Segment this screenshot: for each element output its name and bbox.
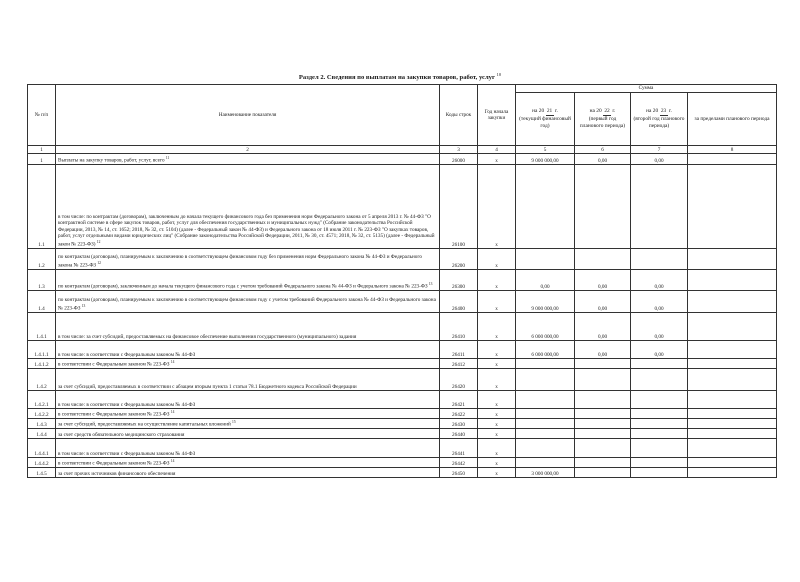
colnum-6: 6	[575, 146, 631, 154]
row-value-7	[631, 359, 688, 369]
row-value-5	[516, 419, 575, 429]
row-value-8	[688, 165, 777, 249]
row-num: 1.4	[28, 291, 56, 313]
table-row	[28, 341, 777, 359]
table-row	[28, 249, 777, 270]
row-value-6: 0,00	[575, 341, 631, 359]
row-code: 26450	[440, 468, 478, 478]
row-num: 1.4.1	[28, 313, 56, 341]
row-value-5: 6 000 000,00	[516, 313, 575, 341]
header-sum-label: Сумма	[638, 85, 654, 92]
row-code: 26410	[440, 313, 478, 341]
row-value-8	[688, 154, 777, 165]
row-year: х	[478, 409, 516, 419]
row-code: 26300	[440, 270, 478, 291]
row-code: 26442	[440, 458, 478, 468]
row-footnote: 13	[428, 281, 433, 286]
table-row	[28, 429, 777, 439]
row-value-8	[688, 419, 777, 429]
header-num	[28, 85, 56, 146]
row-num: 1.4.4	[28, 429, 56, 439]
header-sum	[516, 85, 777, 93]
row-value-5	[516, 165, 575, 249]
row-name-text: за счет прочих источников финансового обеспечения	[58, 470, 176, 477]
col5-desc: (текущий финансовый год)	[519, 116, 571, 129]
row-value-6: 0,00	[575, 270, 631, 291]
row-value-7: 0,00	[631, 270, 688, 291]
header-col7	[631, 93, 688, 146]
col5-year: 21	[546, 108, 553, 115]
col6-year: 22	[604, 108, 610, 115]
row-value-5	[516, 369, 575, 391]
row-value-5	[516, 429, 575, 439]
row-year: х	[478, 270, 516, 291]
row-num: 1.4.2.2	[28, 409, 56, 419]
row-name-text: за счет субсидий, предоставляемых на осуществление капитальных вложений	[58, 421, 231, 428]
row-name	[56, 409, 440, 419]
col7-prefix: на 20	[646, 108, 659, 115]
row-name	[56, 359, 440, 369]
colnum-8: 8	[688, 146, 777, 154]
section-title	[0, 72, 800, 81]
row-name	[56, 291, 440, 313]
row-name	[56, 341, 440, 359]
row-code: 26412	[440, 359, 478, 369]
row-value-7: 0,00	[631, 291, 688, 313]
row-num: 1.4.4.2	[28, 458, 56, 468]
section-title-text: Раздел 2. Сведения по выплатам на закупки товаров, работ, услуг	[298, 74, 495, 82]
row-value-6	[575, 429, 631, 439]
row-footnote: 14	[170, 359, 175, 364]
row-value-7	[631, 249, 688, 270]
row-year: х	[478, 468, 516, 478]
header-year-label: Год начала закупки	[484, 108, 509, 121]
row-name	[56, 165, 440, 249]
row-value-8	[688, 249, 777, 270]
row-value-8	[688, 313, 777, 341]
header-col6	[575, 93, 631, 146]
row-num: 1.2	[28, 249, 56, 270]
row-value-7: 0,00	[631, 341, 688, 359]
row-value-8	[688, 468, 777, 478]
row-value-8	[688, 429, 777, 439]
row-name-text: по контрактам (договорам), заключенным до начала текущего финансового года с учетом требований Федерального закона № 44-ФЗ и Федерального закона № 223-ФЗ	[58, 283, 428, 290]
row-value-7: 0,00	[631, 154, 688, 165]
row-value-5: 9 000 000,00	[516, 154, 575, 165]
row-value-7	[631, 458, 688, 468]
row-name-text: в том числе: по контрактам (договорам), заключенным до начала текущего финансового года без применения норм Федерального закона от 5 апреля 2013 г. № 44-ФЗ "О контрактной системе в сфере закупок товаров, работ, услуг для обеспечения государственных и муниципальных нужд" (Собрание законодательства Российской Федерации, 2013, № 14, ст. 1652; 2018, № 32, ст. 5104) (далее - Федеральный закон № 44-ФЗ) и Федерального закона от 18 июля 2011 г. № 223-ФЗ "О закупках товаров, работ, услуг отдельными видами юридических лиц" (Собрание законодательства Российской Федерации, 2011, № 30, ст. 4571; 2018, № 32, ст. 5135) (далее - Федеральный закон № 223-ФЗ)	[58, 213, 435, 248]
row-year: х	[478, 341, 516, 359]
table-row	[28, 154, 777, 165]
row-value-5: 6 000 000,00	[516, 341, 575, 359]
row-year: х	[478, 439, 516, 458]
row-value-7	[631, 419, 688, 429]
row-footnote: 11	[165, 155, 170, 160]
row-footnote: 14	[170, 409, 175, 414]
table-row	[28, 359, 777, 369]
row-year: х	[478, 359, 516, 369]
section-title-footnote: 10	[496, 72, 502, 77]
row-num: 1.4.2	[28, 369, 56, 391]
row-value-8	[688, 341, 777, 359]
row-code: 26430	[440, 419, 478, 429]
table-row	[28, 313, 777, 341]
row-value-8	[688, 369, 777, 391]
row-code: 26200	[440, 249, 478, 270]
row-value-6	[575, 419, 631, 429]
header-num-label: № п/п	[34, 111, 49, 118]
row-value-6	[575, 369, 631, 391]
row-num: 1.4.1.2	[28, 359, 56, 369]
row-value-7	[631, 468, 688, 478]
row-year: х	[478, 369, 516, 391]
row-year: х	[478, 165, 516, 249]
header-col8	[688, 93, 777, 146]
row-footnote: 14	[170, 458, 175, 463]
row-name	[56, 369, 440, 391]
row-value-6	[575, 409, 631, 419]
row-value-5	[516, 458, 575, 468]
row-name-text: Выплаты на закупку товаров, работ, услуг, всего	[58, 157, 165, 164]
row-year: х	[478, 391, 516, 409]
table-row	[28, 291, 777, 313]
row-code: 26400	[440, 291, 478, 313]
row-footnote: 13	[81, 303, 86, 308]
row-name-text: в том числе: в соответствии с Федеральным законом № 44-ФЗ	[58, 450, 196, 457]
row-name	[56, 458, 440, 468]
row-value-8	[688, 391, 777, 409]
row-num: 1.4.5	[28, 468, 56, 478]
row-value-6	[575, 165, 631, 249]
row-code: 26421	[440, 391, 478, 409]
row-year: х	[478, 458, 516, 468]
row-value-8	[688, 270, 777, 291]
row-value-6	[575, 391, 631, 409]
row-value-5: 9 000 000,00	[516, 291, 575, 313]
col7-suffix: г.	[668, 108, 672, 115]
row-year: х	[478, 429, 516, 439]
colnum-1: 1	[28, 146, 56, 154]
row-value-6	[575, 359, 631, 369]
row-name	[56, 439, 440, 458]
row-name-text: в соответствии с Федеральным законом № 223-ФЗ	[58, 361, 170, 368]
header-code	[440, 85, 478, 146]
row-num: 1.4.1.1	[28, 341, 56, 359]
row-value-8	[688, 409, 777, 419]
row-value-6	[575, 468, 631, 478]
row-value-5	[516, 249, 575, 270]
row-value-5: 0,00	[516, 270, 575, 291]
header-col5	[516, 93, 575, 146]
row-value-8	[688, 458, 777, 468]
row-value-5	[516, 391, 575, 409]
row-value-7	[631, 369, 688, 391]
row-code: 26422	[440, 409, 478, 419]
table-row	[28, 165, 777, 249]
table-row	[28, 419, 777, 429]
header-year	[478, 85, 516, 146]
row-year: х	[478, 154, 516, 165]
row-name-text: в том числе: за счет субсидий, предоставляемых на финансовое обеспечение выполнения государственного (муниципального) задания	[58, 333, 357, 340]
table-row	[28, 270, 777, 291]
header-code-label: Коды строк	[445, 111, 472, 118]
row-value-8	[688, 439, 777, 458]
row-value-6: 0,00	[575, 291, 631, 313]
colnum-4: 4	[478, 146, 516, 154]
col6-prefix: на 20	[589, 108, 602, 115]
row-name	[56, 391, 440, 409]
col7-desc: (второй год планового периода)	[633, 116, 685, 129]
col5-suffix: г.	[554, 108, 558, 115]
row-name	[56, 313, 440, 341]
col5-prefix: на 20	[532, 108, 545, 115]
row-num: 1	[28, 154, 56, 165]
row-value-5	[516, 409, 575, 419]
row-value-6	[575, 439, 631, 458]
row-name-text: по контрактам (договорам), планируемым к заключению в соответствующем финансовом году без применения норм Федерального закона № 44-ФЗ и Федерального закона № 223-ФЗ	[58, 254, 422, 269]
header-name	[56, 85, 440, 146]
colnum-2: 2	[56, 146, 440, 154]
row-name-text: по контрактам (договорам), планируемым к заключению в соответствующем финансовом году с учетом требований Федерального закона № 44-ФЗ и Федерального закона № 223-ФЗ	[58, 297, 436, 312]
row-value-7: 0,00	[631, 313, 688, 341]
table-row	[28, 409, 777, 419]
row-name-text: за счет средств обязательного медицинского страхования	[58, 431, 185, 438]
row-value-6	[575, 458, 631, 468]
table-row	[28, 458, 777, 468]
row-name-text: за счет субсидий, предоставляемых в соответствии с абзацем вторым пункта 1 статьи 78.1 Бюджетного кодекса Российской Федерации	[58, 383, 357, 390]
col6-suffix: г.	[612, 108, 616, 115]
colnum-3: 3	[440, 146, 478, 154]
row-name-text: в том числе: в соответствии с Федеральным законом № 44-ФЗ	[58, 401, 196, 408]
row-code: 26000	[440, 154, 478, 165]
row-value-6: 0,00	[575, 154, 631, 165]
col7-year: 23	[660, 108, 667, 115]
row-name	[56, 419, 440, 429]
row-name	[56, 468, 440, 478]
colnum-7: 7	[631, 146, 688, 154]
row-code: 26440	[440, 429, 478, 439]
row-name	[56, 270, 440, 291]
row-year: х	[478, 291, 516, 313]
table-row	[28, 391, 777, 409]
row-name-text: в соответствии с Федеральным законом № 223-ФЗ	[58, 460, 170, 467]
row-name-text: в том числе: в соответствии с Федеральным законом № 44-ФЗ	[58, 351, 196, 358]
row-num: 1.4.3	[28, 419, 56, 429]
row-year: х	[478, 249, 516, 270]
table-row	[28, 439, 777, 458]
row-code: 26411	[440, 341, 478, 359]
row-value-7	[631, 165, 688, 249]
table-row	[28, 468, 777, 478]
row-num: 1.4.4.1	[28, 439, 56, 458]
row-value-5	[516, 439, 575, 458]
row-num: 1.4.2.1	[28, 391, 56, 409]
row-footnote: 12	[97, 260, 101, 265]
col8-label: за пределами планового периода	[694, 115, 770, 122]
row-value-7	[631, 429, 688, 439]
row-value-5	[516, 359, 575, 369]
payments-table	[27, 84, 777, 478]
row-num: 1.1	[28, 165, 56, 249]
row-footnote: 15	[232, 419, 236, 424]
row-code: 26441	[440, 439, 478, 458]
row-value-7	[631, 391, 688, 409]
row-value-5: 3 000 000,00	[516, 468, 575, 478]
col6-desc: (первый год планового периода)	[579, 116, 626, 129]
row-name-text: в соответствии с Федеральным законом № 223-ФЗ	[58, 411, 170, 418]
row-name	[56, 154, 440, 165]
row-value-6: 0,00	[575, 313, 631, 341]
row-value-6	[575, 249, 631, 270]
row-year: х	[478, 313, 516, 341]
row-year: х	[478, 419, 516, 429]
row-value-8	[688, 359, 777, 369]
row-footnote: 12	[96, 239, 101, 244]
header-name-label: Наименование показателя	[218, 111, 277, 118]
row-code: 26420	[440, 369, 478, 391]
table-row	[28, 369, 777, 391]
row-value-7	[631, 409, 688, 419]
row-num: 1.3	[28, 270, 56, 291]
row-code: 26100	[440, 165, 478, 249]
row-name	[56, 249, 440, 270]
row-value-7	[631, 439, 688, 458]
colnum-5: 5	[516, 146, 575, 154]
row-value-8	[688, 291, 777, 313]
row-name	[56, 429, 440, 439]
